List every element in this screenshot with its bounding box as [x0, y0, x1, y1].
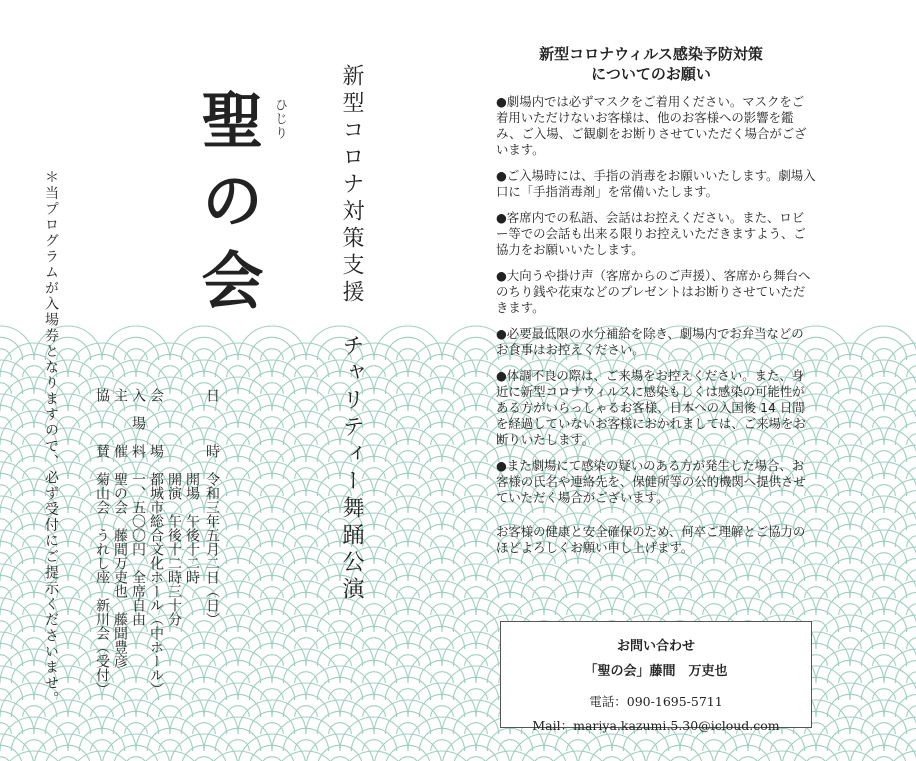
contact-email: Mail：mariya.kazumi.5.30@icloud.com: [532, 718, 780, 733]
program-title: 聖の会: [191, 88, 264, 328]
info-line-admission: 入 場 料 一、五〇〇円 全席自由: [130, 388, 146, 626]
notice-heading: [486, 44, 816, 84]
info-line-organizer: 主 催 聖の会 藤間万吏也 藤間豊彦: [112, 388, 128, 668]
ticket-note: ＊当プログラムが入場券となりますので、必ず受付にご提示くださいませ。: [43, 170, 59, 708]
contact-title: お問い合わせ: [616, 639, 695, 654]
contact-phone: 電話：090-1695-5711: [589, 694, 723, 709]
notice-heading-line1: 新型コロナウィルス感染予防対策: [539, 45, 763, 63]
notice-item-tracing: ●また劇場にて感染の疑いのある方が発生した場合、お客様の氏名や連絡先を、保健所等の公的機関へ提供させていただく場合がございます。: [496, 458, 806, 505]
notice-item-cheering: ●大向うや掛け声（客席からのご声援）、客席から舞台へのちり銭や花束などのプレゼントはお断りさせていただきます。: [496, 268, 811, 315]
info-line-start: 開演 午後十二時三十分: [166, 388, 182, 626]
contact-organizer: 「聖の会」藤間 万吏也: [584, 664, 728, 679]
contact-box: [500, 621, 812, 733]
notice-closing: お客様の健康と安全確保のため、何卒ご理解とご協力のほどよろしくお願い申し上げます。: [496, 524, 806, 555]
notice-item-food: ●必要最低限の水分補給を除き、劇場内でお弁当などのお食事はお控えください。: [496, 326, 804, 357]
notice-heading-line2: についてのお願い: [591, 65, 711, 83]
notice-item-sanitize: ●ご入場時には、手指の消毒をお願いいたします。劇場入口に「手指消毒剤」を常備いたします。: [496, 168, 816, 199]
notice-item-talking: ●客席内での私語、会話はお控えください。また、ロビー等での会話も出来る限りお控えいただきますよう、ご協力をお願いいたします。: [496, 210, 806, 257]
info-line-date: 日 時 令和三年五月二日（日）: [204, 388, 220, 626]
info-line-sponsor: 協 賛 菊山会 うれし座 新川会（受付）: [94, 388, 110, 696]
info-line-open: 開場 午後十二時: [184, 388, 200, 584]
notice-item-mask: ●劇場内では必ずマスクをご着用ください。マスクをご着用いただけないお客様は、他のお客様への影響を鑑み、ご入場、ご観劇をお断りさせていただく場合がございます。: [496, 94, 807, 157]
info-line-venue: 会 場 都城市総合文化ホール（中ホール）: [148, 388, 164, 696]
event-subtitle: 新型コロナ対策支援 チャリティー舞踊公演: [339, 64, 364, 604]
covid-notice: [496, 44, 816, 556]
title-wrap: [191, 88, 264, 328]
title-ruby: ひじり: [272, 98, 287, 140]
notice-item-health: ●体調不良の際は、ご来場をお控えください。また、身近に新型コロナウィルスに感染もしくは感染の可能性がある方がいらっしゃるお客様、日本への入国後 14 日間を経過していないお客様におかれましては、ご来場をお断りいたします。: [496, 368, 806, 447]
